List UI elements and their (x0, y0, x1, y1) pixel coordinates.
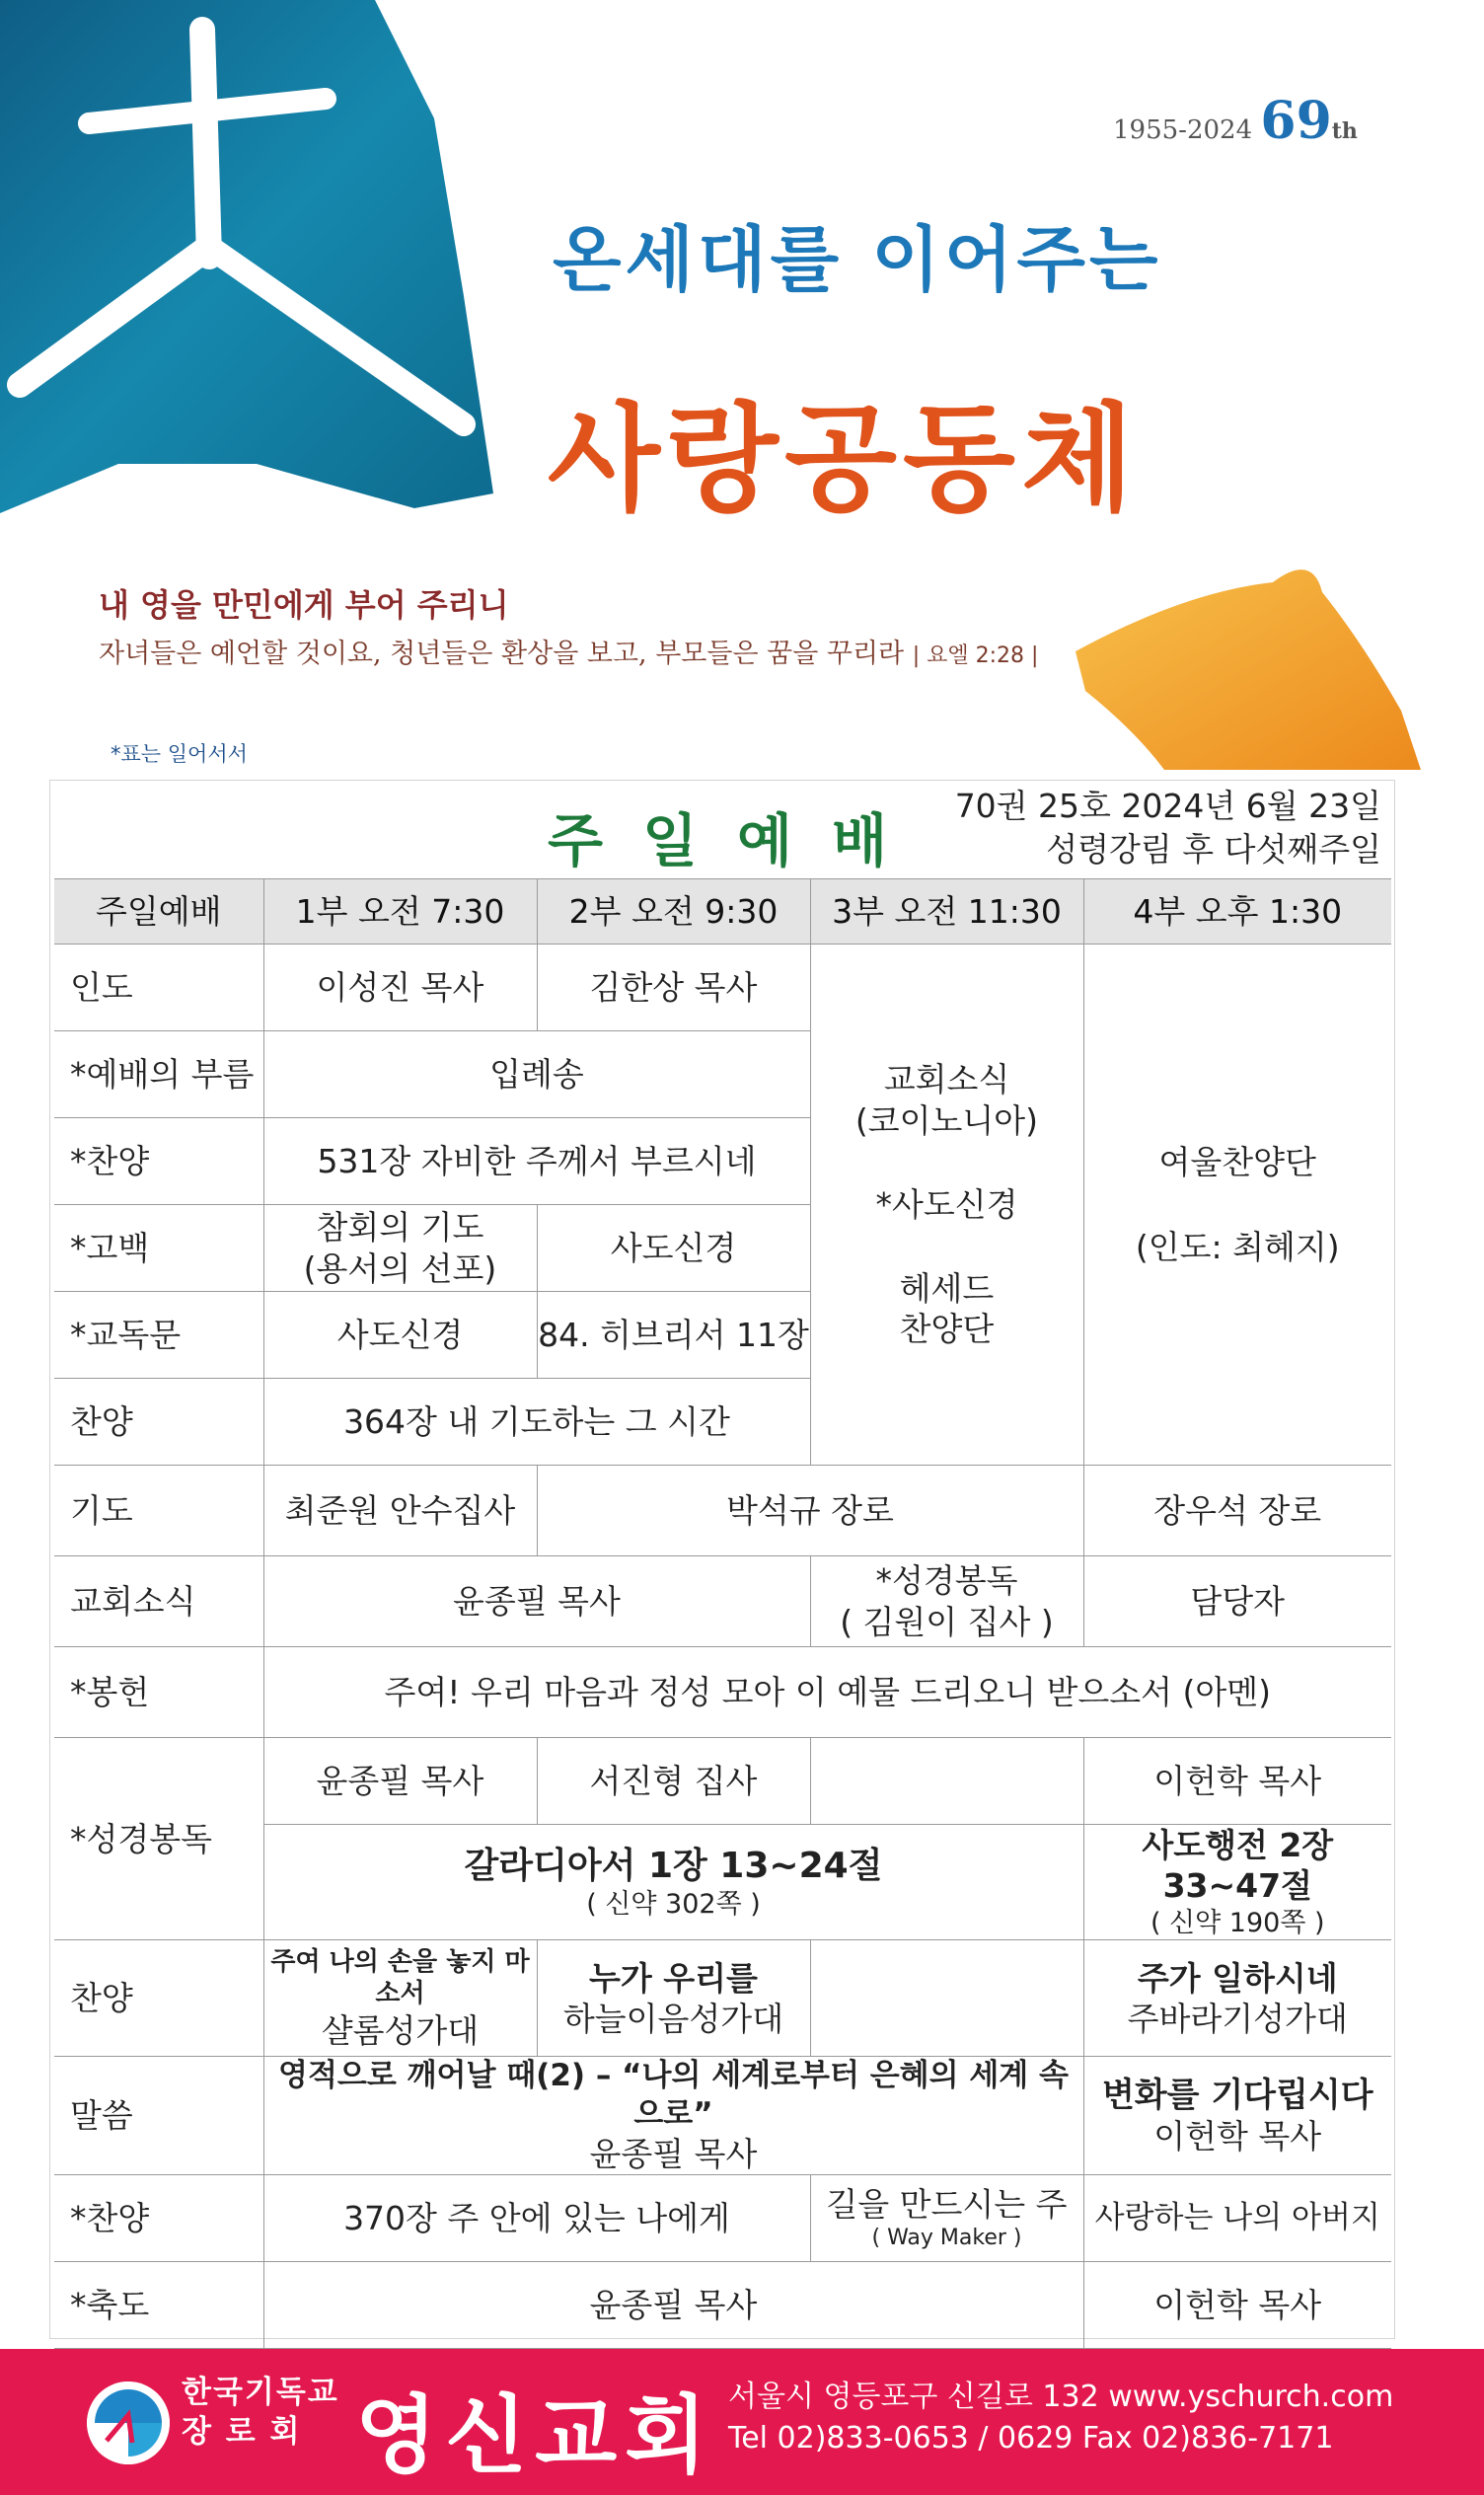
cell-line: (용서의 선포) (303, 1248, 497, 1288)
cell-line: 윤종필 목사 (589, 2134, 758, 2173)
column-header: 3부 오전 11:30 (810, 879, 1083, 945)
table-cell: 이성진 목사 (263, 945, 537, 1031)
block-line: 교회소식 (883, 1060, 1010, 1099)
table-cell: 장우석 장로 (1083, 1466, 1391, 1556)
table-row (54, 945, 1391, 1031)
table-cell (1083, 1940, 1391, 2057)
cell-line: 주여 나의 손을 놓지 마소서 (270, 1946, 530, 2009)
row-label: *축도 (54, 2262, 263, 2349)
table-cell: 입례송 (263, 1031, 810, 1118)
liturgical-season: 성령강림 후 다섯째주일 (1046, 830, 1381, 869)
verse-body: 자녀들은 예언할 것이요, 청년들은 환상을 보고, 부모들은 꿈을 꾸리라 (99, 639, 905, 669)
table-cell: 사도신경 (263, 1292, 537, 1379)
denomination-line2: 장 로 회 (182, 2414, 302, 2450)
anniversary-number: 69 (1260, 91, 1332, 151)
service4-opening-block (1083, 945, 1391, 1466)
table-cell: 윤종필 목사 (263, 2262, 1083, 2349)
standing-note: *표는 일어서서 (111, 742, 248, 766)
anniversary-mark (1113, 91, 1358, 151)
verse-reference: | 요엘 2:28 | (912, 643, 1039, 668)
table-cell: 담당자 (1083, 1556, 1391, 1647)
cell-line: 사도행전 2장 33~47절 (1142, 1826, 1334, 1906)
table-cell: 주여! 우리 마음과 정성 모아 이 예물 드리오니 받으소서 (아멘) (263, 1647, 1391, 1738)
block-line: 여울찬양단 (1158, 1143, 1316, 1182)
contact-info (728, 2377, 1393, 2459)
table-cell: 윤종필 목사 (263, 1556, 810, 1647)
service-title: 주일예배 (548, 807, 928, 874)
table-cell (1083, 1825, 1391, 1940)
cell-line: 샬롬성가대 (321, 2010, 480, 2050)
table-cell: 사도신경 (537, 1205, 810, 1292)
service3-opening-block (810, 945, 1083, 1466)
row-label: *예배의 부름 (54, 1031, 263, 1118)
row-label: *봉헌 (54, 1647, 263, 1738)
table-cell: 364장 내 기도하는 그 시간 (263, 1379, 810, 1466)
cell-line: ( Way Maker ) (871, 2226, 1022, 2251)
church-name: 영신교회 (355, 2386, 715, 2485)
table-row (54, 1940, 1391, 2057)
teal-brush-shape (0, 0, 493, 513)
anniversary-years: 1955-2024 (1113, 115, 1253, 145)
table-cell: 370장 주 안에 있는 나에게 (263, 2175, 810, 2262)
table-row (54, 1738, 1391, 1825)
table-cell: 이헌학 목사 (1083, 1738, 1391, 1825)
row-label: *성경봉독 (54, 1738, 263, 1940)
row-label: 말씀 (54, 2057, 263, 2175)
table-cell (810, 1940, 1083, 2057)
row-label: *찬양 (54, 2175, 263, 2262)
table-cell (263, 2057, 1083, 2175)
cell-line: ( 신약 190쪽 ) (1150, 1907, 1325, 1938)
table-row (54, 1466, 1391, 1556)
row-label: 찬양 (54, 1379, 263, 1466)
block-line: (코이노니아) (854, 1100, 1039, 1140)
table-cell (263, 1940, 537, 2057)
row-label: *고백 (54, 1205, 263, 1292)
block-line: 찬양단 (899, 1310, 995, 1349)
table-cell (263, 1205, 537, 1292)
cell-line: *성경봉독 (875, 1561, 1018, 1601)
cell-line: ( 김원이 집사 ) (840, 1602, 1054, 1641)
row-label: 기도 (54, 1466, 263, 1556)
table-header-row (54, 879, 1391, 945)
row-label: 교회소식 (54, 1556, 263, 1647)
cell-line: 주가 일하시네 (1137, 1958, 1338, 1998)
cell-line: 참회의 기도 (316, 1208, 484, 1248)
anniversary-suffix: th (1331, 118, 1358, 144)
table-cell: 윤종필 목사 (263, 1738, 537, 1825)
column-header: 1부 오전 7:30 (263, 879, 537, 945)
table-cell: 박석규 장로 (537, 1466, 1083, 1556)
table-cell: 84. 히브리서 11장 (537, 1292, 810, 1379)
cell-line: ( 신약 302쪽 ) (586, 1888, 761, 1920)
cell-line: 누가 우리를 (589, 1958, 758, 1998)
column-header: 2부 오전 9:30 (537, 879, 810, 945)
table-cell (263, 1825, 1083, 1940)
address: 서울시 영등포구 신길로 132 www.yschurch.com (728, 2380, 1394, 2414)
phone-fax: Tel 02)833-0653 / 0629 Fax 02)836-7171 (728, 2421, 1334, 2456)
service-meta (955, 785, 1381, 871)
table-cell: 이헌학 목사 (1083, 2262, 1391, 2349)
table-row (54, 2262, 1391, 2349)
slogan-line1: 온세대를 이어주는 (553, 218, 1162, 301)
cell-line: 변화를 기다립시다 (1101, 2075, 1373, 2115)
cell-line: 주바라기성가대 (1127, 1999, 1348, 2038)
block-line: 헤세드 (899, 1269, 995, 1309)
cell-line: 이헌학 목사 (1153, 2117, 1322, 2156)
column-header: 주일예배 (54, 879, 263, 945)
table-cell: 사랑하는 나의 아버지 (1083, 2175, 1391, 2262)
table-row (54, 1647, 1391, 1738)
slogan-line2: 사랑공동체 (548, 391, 1140, 527)
table-row (54, 2175, 1391, 2262)
denomination (182, 2373, 339, 2452)
service-table (54, 878, 1391, 2349)
cell-line: 갈라디아서 1장 13~24절 (464, 1845, 883, 1886)
table-cell: 최준원 안수집사 (263, 1466, 537, 1556)
table-cell (810, 1556, 1083, 1647)
row-label: 인도 (54, 945, 263, 1031)
verse-title: 내 영을 만민에게 부어 주리니 (99, 586, 509, 624)
row-label: *찬양 (54, 1118, 263, 1205)
table-cell: 서진형 집사 (537, 1738, 810, 1825)
table-cell: 김한상 목사 (537, 945, 810, 1031)
orange-brush-shape (1076, 569, 1421, 770)
row-label: *교독문 (54, 1292, 263, 1379)
table-cell (810, 1738, 1083, 1825)
verse-text (99, 632, 1038, 670)
table-row (54, 1556, 1391, 1647)
row-label: 찬양 (54, 1940, 263, 2057)
cell-line: 길을 만드시는 주 (826, 2185, 1068, 2225)
column-header: 4부 오후 1:30 (1083, 879, 1391, 945)
church-logo-icon (87, 2382, 170, 2464)
block-line: *사도신경 (875, 1184, 1018, 1224)
cell-line: 영적으로 깨어날 때(2) – “나의 세계로부터 은혜의 세계 속으로” (278, 2058, 1069, 2132)
table-cell (810, 2175, 1083, 2262)
table-cell (1083, 2057, 1391, 2175)
denomination-line1: 한국기독교 (182, 2375, 339, 2410)
cell-line: 하늘이음성가대 (562, 1999, 784, 2038)
table-row (54, 2057, 1391, 2175)
table-cell: 531장 자비한 주께서 부르시네 (263, 1118, 810, 1205)
table-cell (537, 1940, 810, 2057)
issue-date: 70권 25호 2024년 6월 23일 (954, 787, 1381, 825)
block-line: (인도: 최혜지) (1135, 1227, 1340, 1266)
